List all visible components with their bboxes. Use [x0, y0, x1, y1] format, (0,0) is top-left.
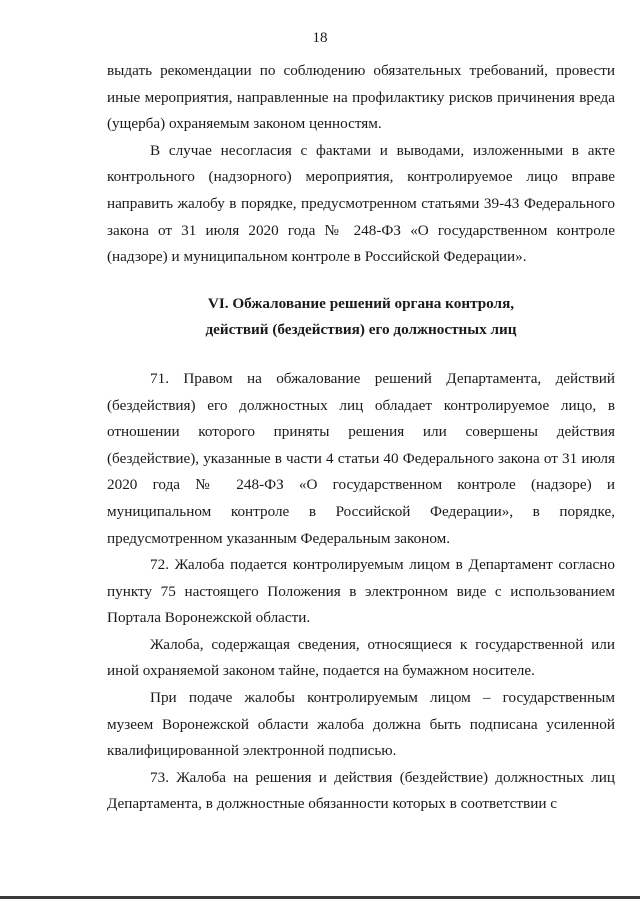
- paragraph-disagreement: В случае несогласия с фактами и выводами, изложенными в акте контрольного (надзорного) мероприятия, контролируемое лицо вправе направить жалобу в порядке, предусмотренном статьями 39-43 Федерального закона от 31 июля 2020 года № 248-ФЗ «О государственном контроле (надзоре) и муниципальном контроле в Российской Федерации».: [107, 141, 615, 266]
- spacer: [107, 271, 615, 291]
- paragraph-secret-info: Жалоба, содержащая сведения, относящиеся к государственной или иной охраняемой законом тайне, подается на бумажном носителе.: [107, 635, 615, 680]
- section-heading-line-2: действий (бездействия) его должностных лиц: [205, 321, 517, 339]
- section-heading-line-1: VI. Обжалование решений органа контроля,: [207, 294, 515, 312]
- paragraph-71: 71. Правом на обжалование решений Департамента, действий (бездействия) его должностных лиц обладает контролируемое лицо, в отношении которого приняты решения или совершены действия (бездействие), указанные в части 4 статьи 40 Федерального закона от 31 июля 2020 года № 248-ФЗ «О государственном контроле (надзоре) и муниципальном контроле в Российской Федерации», в порядке, предусмотренном указанным Федеральным законом.: [107, 369, 615, 547]
- spacer: [107, 344, 615, 366]
- document-body: [107, 58, 615, 818]
- paragraph-72: 72. Жалоба подается контролируемым лицом в Департамент согласно пункту 75 настоящего Положения в электронном виде с использованием Портала Воронежской области.: [107, 556, 615, 627]
- page-number: 18: [312, 30, 328, 46]
- scan-bottom-edge: [0, 896, 640, 899]
- paragraph-museum-signature: При подаче жалобы контролируемым лицом – государственным музеем Воронежской области жалоба должна быть подписана усиленной квалифицированной электронной подписью.: [107, 689, 615, 760]
- paragraph-73: 73. Жалоба на решения и действия (бездействие) должностных лиц Департамента, в должностные обязанности которых в соответствии с: [107, 768, 615, 813]
- paragraph-continuation: выдать рекомендации по соблюдению обязательных требований, провести иные мероприятия, направленные на профилактику рисков причинения вреда (ущерба) охраняемым законом ценностям.: [107, 62, 615, 133]
